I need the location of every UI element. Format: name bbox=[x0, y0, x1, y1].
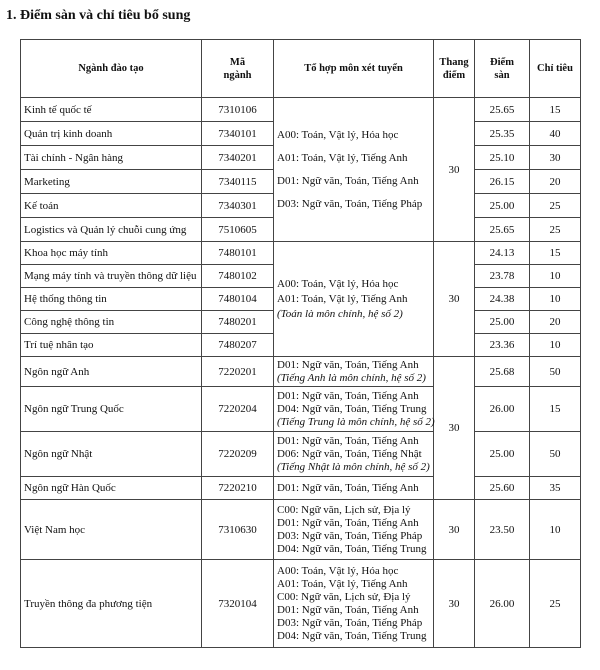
scale-cell: 30 bbox=[434, 242, 475, 357]
score-cell: 25.65 bbox=[475, 98, 530, 122]
table-row bbox=[21, 357, 581, 387]
major-name: Hệ thống thông tin bbox=[21, 288, 202, 311]
score-cell: 26.00 bbox=[475, 387, 530, 432]
major-name: Ngôn ngữ Hàn Quốc bbox=[21, 477, 202, 500]
major-name: Marketing bbox=[21, 170, 202, 194]
combo-cell: A00: Toán, Vật lý, Hóa học A01: Toán, Vật lý, Tiếng Anh D01: Ngữ văn, Toán, Tiếng Anh D03: Ngữ văn, Toán, Tiếng Pháp bbox=[274, 98, 434, 242]
score-cell: 24.38 bbox=[475, 288, 530, 311]
major-name: Khoa học máy tính bbox=[21, 242, 202, 265]
score-cell: 25.10 bbox=[475, 146, 530, 170]
score-cell: 23.50 bbox=[475, 500, 530, 560]
score-cell: 26.00 bbox=[475, 560, 530, 648]
combo-cell: D01: Ngữ văn, Toán, Tiếng Anh (Tiếng Anh là môn chính, hệ số 2) bbox=[274, 357, 434, 387]
admission-table bbox=[20, 39, 581, 648]
table-row bbox=[21, 432, 581, 477]
major-code: 7340115 bbox=[202, 170, 274, 194]
scale-cell: 30 bbox=[434, 500, 475, 560]
section-title: 1. Điểm sàn và chỉ tiêu bổ sung bbox=[6, 8, 191, 23]
major-name: Kế toán bbox=[21, 194, 202, 218]
score-cell: 23.78 bbox=[475, 265, 530, 288]
major-code: 7220201 bbox=[202, 357, 274, 387]
combo-cell: A00: Toán, Vật lý, Hóa học A01: Toán, Vật lý, Tiếng Anh C00: Ngữ văn, Lịch sử, Địa lý D01: Ngữ văn, Toán, Tiếng Anh D03: Ngữ văn, Toán, Tiếng Pháp D04: Ngữ văn, Toán, Tiếng Trung bbox=[274, 560, 434, 648]
major-code: 7480102 bbox=[202, 265, 274, 288]
score-cell: 25.35 bbox=[475, 122, 530, 146]
table-row bbox=[21, 560, 581, 648]
quota-cell: 15 bbox=[530, 242, 581, 265]
quota-cell: 25 bbox=[530, 560, 581, 648]
major-name: Quản trị kinh doanh bbox=[21, 122, 202, 146]
combo-cell: A00: Toán, Vật lý, Hóa học A01: Toán, Vật lý, Tiếng Anh (Toán là môn chính, hệ số 2) bbox=[274, 242, 434, 357]
combo-cell: D01: Ngữ văn, Toán, Tiếng Anh D04: Ngữ văn, Toán, Tiếng Trung (Tiếng Trung là môn chính, hệ số 2) bbox=[274, 387, 434, 432]
major-code: 7480201 bbox=[202, 311, 274, 334]
combo-cell: D01: Ngữ văn, Toán, Tiếng Anh bbox=[274, 477, 434, 500]
quota-cell: 25 bbox=[530, 194, 581, 218]
major-name: Ngôn ngữ Nhật bbox=[21, 432, 202, 477]
major-code: 7220210 bbox=[202, 477, 274, 500]
quota-cell: 30 bbox=[530, 146, 581, 170]
quota-cell: 20 bbox=[530, 170, 581, 194]
score-cell: 25.65 bbox=[475, 218, 530, 242]
scale-cell: 30 bbox=[434, 357, 475, 500]
score-cell: 25.68 bbox=[475, 357, 530, 387]
table-row bbox=[21, 387, 581, 432]
score-cell: 25.00 bbox=[475, 432, 530, 477]
score-cell: 23.36 bbox=[475, 334, 530, 357]
score-cell: 24.13 bbox=[475, 242, 530, 265]
header-score: Điểm sàn bbox=[475, 40, 530, 98]
major-name: Mạng máy tính và truyền thông dữ liệu bbox=[21, 265, 202, 288]
major-code: 7480101 bbox=[202, 242, 274, 265]
major-code: 7510605 bbox=[202, 218, 274, 242]
quota-cell: 10 bbox=[530, 265, 581, 288]
header-combo: Tổ hợp môn xét tuyển bbox=[274, 40, 434, 98]
score-cell: 25.60 bbox=[475, 477, 530, 500]
major-code: 7220204 bbox=[202, 387, 274, 432]
table-row bbox=[21, 98, 581, 122]
major-name: Việt Nam học bbox=[21, 500, 202, 560]
header-row bbox=[21, 40, 581, 98]
combo-cell: D01: Ngữ văn, Toán, Tiếng Anh D06: Ngữ văn, Toán, Tiếng Nhật (Tiếng Nhật là môn chính, hệ số 2) bbox=[274, 432, 434, 477]
major-code: 7310630 bbox=[202, 500, 274, 560]
major-code: 7480207 bbox=[202, 334, 274, 357]
quota-cell: 50 bbox=[530, 432, 581, 477]
major-code: 7340301 bbox=[202, 194, 274, 218]
quota-cell: 20 bbox=[530, 311, 581, 334]
combo-cell: C00: Ngữ văn, Lịch sử, Địa lý D01: Ngữ văn, Toán, Tiếng Anh D03: Ngữ văn, Toán, Tiếng Pháp D04: Ngữ văn, Toán, Tiếng Trung bbox=[274, 500, 434, 560]
major-code: 7480104 bbox=[202, 288, 274, 311]
major-name: Ngôn ngữ Trung Quốc bbox=[21, 387, 202, 432]
major-code: 7340201 bbox=[202, 146, 274, 170]
header-scale: Thang điểm bbox=[434, 40, 475, 98]
table-row bbox=[21, 477, 581, 500]
header-major: Ngành đào tạo bbox=[21, 40, 202, 98]
table-row bbox=[21, 500, 581, 560]
major-name: Truyền thông đa phương tiện bbox=[21, 560, 202, 648]
major-code: 7340101 bbox=[202, 122, 274, 146]
quota-cell: 50 bbox=[530, 357, 581, 387]
major-code: 7220209 bbox=[202, 432, 274, 477]
major-name: Trí tuệ nhân tạo bbox=[21, 334, 202, 357]
header-code: Mã ngành bbox=[202, 40, 274, 98]
quota-cell: 40 bbox=[530, 122, 581, 146]
quota-cell: 25 bbox=[530, 218, 581, 242]
major-name: Logistics và Quản lý chuỗi cung ứng bbox=[21, 218, 202, 242]
quota-cell: 10 bbox=[530, 288, 581, 311]
quota-cell: 10 bbox=[530, 500, 581, 560]
major-code: 7310106 bbox=[202, 98, 274, 122]
quota-cell: 15 bbox=[530, 98, 581, 122]
quota-cell: 15 bbox=[530, 387, 581, 432]
score-cell: 25.00 bbox=[475, 311, 530, 334]
scale-cell: 30 bbox=[434, 560, 475, 648]
quota-cell: 35 bbox=[530, 477, 581, 500]
scale-cell: 30 bbox=[434, 98, 475, 242]
major-name: Tài chính - Ngân hàng bbox=[21, 146, 202, 170]
quota-cell: 10 bbox=[530, 334, 581, 357]
major-name: Kinh tế quốc tế bbox=[21, 98, 202, 122]
major-code: 7320104 bbox=[202, 560, 274, 648]
header-quota: Chỉ tiêu bbox=[530, 40, 581, 98]
major-name: Công nghệ thông tin bbox=[21, 311, 202, 334]
table-row bbox=[21, 242, 581, 265]
score-cell: 25.00 bbox=[475, 194, 530, 218]
major-name: Ngôn ngữ Anh bbox=[21, 357, 202, 387]
score-cell: 26.15 bbox=[475, 170, 530, 194]
